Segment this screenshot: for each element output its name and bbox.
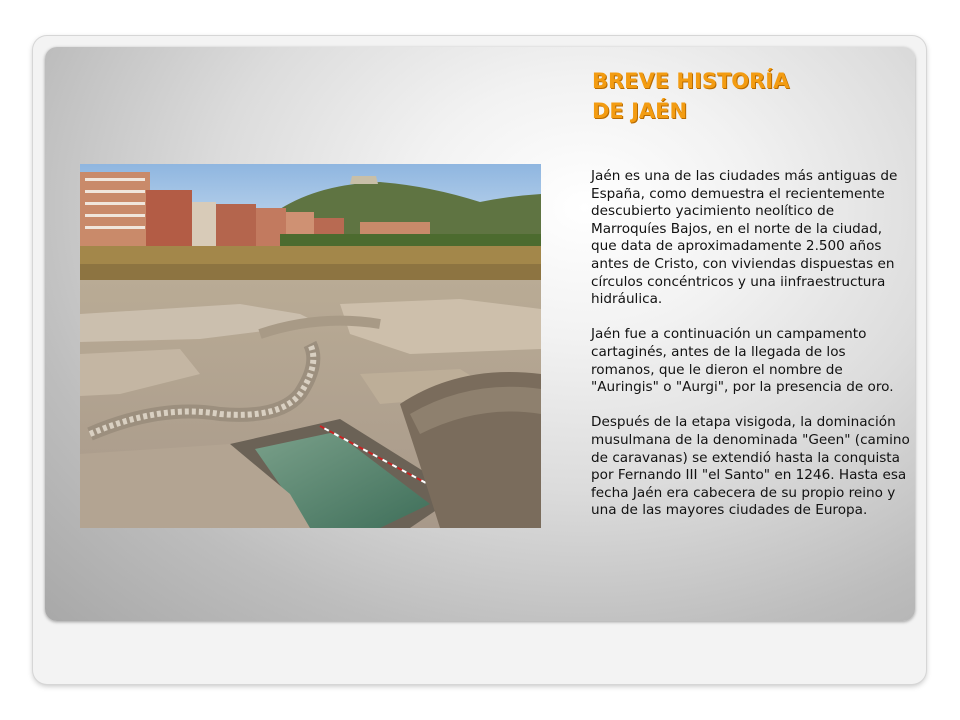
archaeological-site-photo — [80, 164, 541, 528]
paragraph-carthaginian: Jaén fue a continuación un campamento cartaginés, antes de la llegada de los romanos, que le dieron el nombre de "Auringis" o "Aurgi", por la presencia de oro. — [591, 326, 894, 396]
paragraph-muslim-era: Después de la etapa visigoda, la dominación musulmana de la denominada "Geen" (camino de caravanas) se extendió hasta la conquista por Fernando III "el Santo" en 1246. Hasta esa fecha Jaén era cabecera de su propio reino y una de las mayores ciudades de Europa. — [591, 414, 910, 519]
paragraph-neolithic: Jaén es una de las ciudades más antiguas de España, como demuestra el recientemente descubierto yacimiento neolítico de Marroquíes Bajos, en el norte de la ciudad, que data de aproximadamente 2.500 años antes de Cristo, con viviendas dispuestas en círculos concéntricos y una iinfraestructura hidráulica. — [591, 168, 898, 308]
slide-title: BREVE HISTORÍA DE JAÉN — [592, 69, 790, 123]
history-text — [591, 168, 911, 537]
